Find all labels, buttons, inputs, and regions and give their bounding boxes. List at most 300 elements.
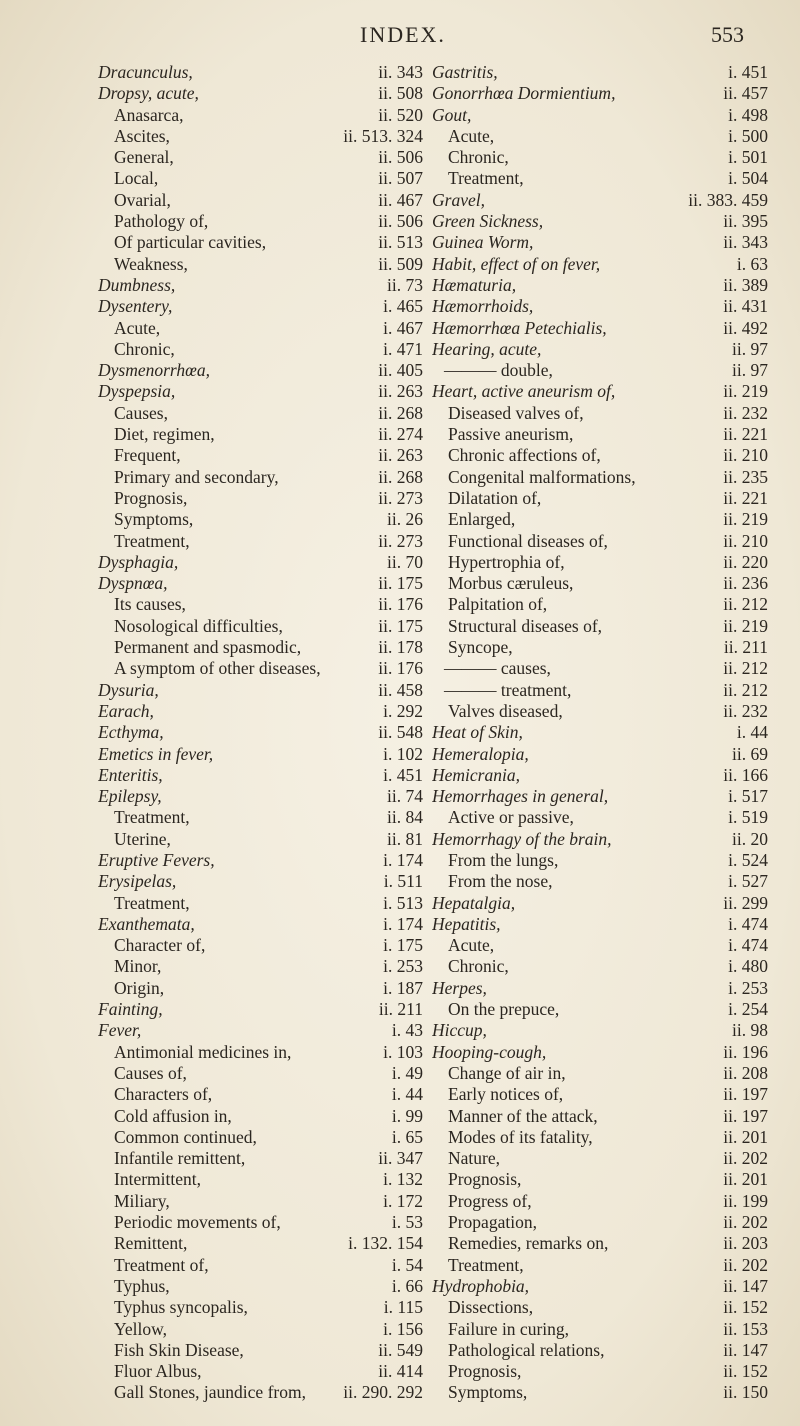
index-page-ref: ii. 202: [723, 1212, 768, 1233]
index-page-ref: i. 253: [728, 977, 768, 998]
index-page-ref: ii. 147: [723, 1275, 768, 1296]
index-term: Pathology of,: [114, 211, 209, 232]
index-entry: [432, 147, 768, 168]
index-entry: [98, 1063, 423, 1084]
index-entry: [432, 807, 768, 828]
index-entry: [432, 850, 768, 871]
index-entry: [98, 956, 423, 977]
index-page-ref: i. 156: [383, 1318, 423, 1339]
index-page-ref: ii. 219: [723, 381, 768, 402]
index-entry: [98, 1169, 423, 1190]
index-page-ref: ii. 199: [723, 1190, 768, 1211]
index-page-ref: i. 63: [736, 253, 768, 274]
index-term: Dysentery,: [98, 296, 173, 317]
index-entry: [432, 1084, 768, 1105]
index-term: Propagation,: [448, 1212, 537, 1233]
index-entry: [432, 467, 768, 488]
index-term: Of particular cavities,: [114, 232, 267, 253]
index-entry: [432, 786, 768, 807]
index-term: Fainting,: [98, 999, 163, 1020]
index-page-ref: ii. 221: [723, 424, 768, 445]
index-entry: [98, 573, 423, 594]
index-term: Dyspnœa,: [98, 573, 168, 594]
index-page-ref: ii. 166: [723, 764, 768, 785]
page-header: [0, 20, 800, 60]
index-page-ref: ii. 414: [378, 1361, 423, 1382]
index-term: Modes of its fatality,: [448, 1126, 593, 1147]
index-term: Intermittent,: [114, 1169, 201, 1190]
index-entry: [98, 275, 423, 296]
index-term: Emetics in fever,: [98, 743, 214, 764]
index-page-ref: ii. 212: [723, 679, 768, 700]
index-entry: [98, 999, 423, 1020]
index-page-ref: ii. 467: [378, 189, 423, 210]
index-entry: [432, 935, 768, 956]
index-term: Treatment,: [448, 1254, 524, 1275]
index-page-ref: ii. 506: [378, 147, 423, 168]
index-term: Typhus syncopalis,: [114, 1297, 248, 1318]
index-page-ref: i. 53: [391, 1212, 423, 1233]
index-page-ref: ii. 202: [723, 1254, 768, 1275]
index-entry: [98, 658, 423, 679]
index-term: Gout,: [432, 104, 472, 125]
index-page-ref: i. 175: [383, 935, 423, 956]
index-entry: [432, 1276, 768, 1297]
index-entry: [98, 488, 423, 509]
index-term: Its causes,: [114, 594, 186, 615]
index-entry: [432, 871, 768, 892]
index-page-ref: i. 115: [383, 1297, 423, 1318]
index-term: Hæmorrhoids,: [432, 296, 534, 317]
index-entry: [432, 1212, 768, 1233]
index-entry: [432, 126, 768, 147]
index-term: Causes,: [114, 402, 168, 423]
index-entry: [98, 1191, 423, 1212]
index-entry: [432, 445, 768, 466]
index-term: Treatment of,: [114, 1254, 209, 1275]
index-entry: [432, 1148, 768, 1169]
index-entry: [432, 829, 768, 850]
index-term: On the prepuce,: [448, 999, 560, 1020]
index-entry: [432, 999, 768, 1020]
index-term: Gonorrhœa Dormientium,: [432, 83, 616, 104]
index-entry: [432, 765, 768, 786]
index-entry: [432, 105, 768, 126]
index-page-ref: i. 99: [391, 1105, 423, 1126]
index-entry: [98, 616, 423, 637]
index-entry: [432, 1361, 768, 1382]
index-entry: [432, 573, 768, 594]
index-term: Symptoms,: [114, 509, 194, 530]
index-entry: [98, 1319, 423, 1340]
index-term: Structural diseases of,: [448, 615, 603, 636]
index-entry: [432, 168, 768, 189]
index-page-ref: ii. 513. 324: [343, 125, 423, 146]
index-term: Acute,: [448, 125, 495, 146]
index-entry: [98, 147, 423, 168]
index-term: Antimonial medicines in,: [114, 1041, 292, 1062]
index-term: Permanent and spasmodic,: [114, 637, 302, 658]
index-term: Manner of the attack,: [448, 1105, 598, 1126]
index-term: Hepatitis,: [432, 913, 501, 934]
index-term: Erysipelas,: [98, 871, 177, 892]
index-term: Dyspepsia,: [98, 381, 176, 402]
index-entry: [98, 850, 423, 871]
index-term: Infantile remittent,: [114, 1148, 246, 1169]
index-page-ref: ii. 507: [378, 168, 423, 189]
index-entry: [98, 232, 423, 253]
index-term: Dysmenorrhœa,: [98, 360, 210, 381]
index-page-ref: ii. 202: [723, 1148, 768, 1169]
index-page-ref: i. 474: [728, 935, 768, 956]
index-entry: [432, 83, 768, 104]
index-entry: [432, 509, 768, 530]
index-page-ref: ii. 175: [378, 573, 423, 594]
index-page-ref: ii. 176: [378, 658, 423, 679]
index-page-ref: ii. 211: [378, 999, 423, 1020]
index-page-ref: ii. 97: [732, 360, 768, 381]
index-entry: [98, 1212, 423, 1233]
index-page-ref: i. 498: [728, 104, 768, 125]
index-page-ref: ii. 221: [723, 487, 768, 508]
index-page-ref: i. 451: [383, 764, 423, 785]
index-entry: [432, 1063, 768, 1084]
index-page-ref: ii. 219: [723, 615, 768, 636]
index-page-ref: ii. 220: [723, 551, 768, 572]
index-term: Minor,: [114, 956, 162, 977]
index-entry: [432, 722, 768, 743]
index-page-ref: ii. 263: [378, 381, 423, 402]
index-term: Morbus cæruleus,: [448, 573, 574, 594]
index-term: Dracunculus,: [98, 62, 193, 82]
index-term: Green Sickness,: [432, 211, 544, 232]
index-term: Treatment,: [114, 530, 190, 551]
index-entry: [432, 914, 768, 935]
index-page-ref: ii. 203: [723, 1233, 768, 1254]
index-term: Cold affusion in,: [114, 1105, 232, 1126]
index-term: Treatment,: [448, 168, 524, 189]
index-page-ref: i. 474: [728, 913, 768, 934]
index-page-ref: ii. 178: [378, 637, 423, 658]
index-entry: [98, 871, 423, 892]
index-term: Local,: [114, 168, 159, 189]
index-term: Acute,: [114, 317, 161, 338]
index-entry: [98, 509, 423, 530]
index-term: Gravel,: [432, 189, 485, 210]
index-entry: [98, 424, 423, 445]
index-entry: [432, 956, 768, 977]
index-term: Hearing, acute,: [432, 338, 542, 359]
index-term: Active or passive,: [448, 807, 574, 828]
index-page-ref: i. 517: [728, 786, 768, 807]
index-entry: [98, 1340, 423, 1361]
index-page-ref: ii. 210: [723, 530, 768, 551]
index-term: Hydrophobia,: [432, 1275, 530, 1296]
index-page-ref: i. 527: [728, 871, 768, 892]
index-page-ref: ii. 232: [723, 402, 768, 423]
index-page-ref: ii. 74: [387, 786, 423, 807]
index-term: Hemorrhagy of the brain,: [432, 828, 612, 849]
index-page-ref: ii. 290. 292: [343, 1382, 423, 1403]
index-page-ref: ii. 236: [723, 573, 768, 594]
index-entry: [98, 62, 423, 83]
index-term: Hiccup,: [432, 1020, 487, 1041]
index-entry: [432, 232, 768, 253]
index-entry: [98, 403, 423, 424]
index-page-ref: i. 132: [383, 1169, 423, 1190]
index-term: Habit, effect of on fever,: [432, 253, 601, 274]
index-page-ref: i. 504: [728, 168, 768, 189]
index-term: Heart, active aneurism of,: [432, 381, 616, 402]
index-entry: [98, 978, 423, 999]
index-term: Ovarial,: [114, 189, 171, 210]
index-entry: [98, 594, 423, 615]
index-entry: [432, 190, 768, 211]
index-page-ref: ii. 152: [723, 1361, 768, 1382]
index-term: Common continued,: [114, 1126, 257, 1147]
index-entry: [98, 1255, 423, 1276]
index-entry: [432, 1297, 768, 1318]
index-column-left: [98, 62, 423, 1404]
index-term: Congenital malformations,: [448, 466, 636, 487]
index-term: Heat of Skin,: [432, 722, 523, 743]
index-term: Character of,: [114, 935, 206, 956]
index-entry: [98, 807, 423, 828]
index-page-ref: ii. 232: [723, 700, 768, 721]
index-entry: [432, 1127, 768, 1148]
index-term: Hepatalgia,: [432, 892, 516, 913]
index-term: Fluor Albus,: [114, 1361, 202, 1382]
index-entry: [98, 83, 423, 104]
index-page-ref: i. 253: [383, 956, 423, 977]
index-term: Nosological difficulties,: [114, 615, 283, 636]
index-page-ref: i. 65: [391, 1126, 423, 1147]
index-term: Dysuria,: [98, 679, 159, 700]
index-page-ref: i. 174: [383, 849, 423, 870]
index-entry: [432, 1340, 768, 1361]
index-page-ref: ii. 506: [378, 211, 423, 232]
index-page-ref: i. 132. 154: [348, 1233, 423, 1254]
index-page-ref: i. 480: [728, 956, 768, 977]
index-entry: [432, 893, 768, 914]
index-page-ref: ii. 212: [723, 658, 768, 679]
index-entry: [98, 722, 423, 743]
index-entry: [432, 552, 768, 573]
index-term: Periodic movements of,: [114, 1212, 281, 1233]
index-page-ref: ii. 405: [378, 360, 423, 381]
index-term: Enlarged,: [448, 509, 516, 530]
index-term: Epilepsy,: [98, 786, 162, 807]
index-entry: [432, 296, 768, 317]
index-entry: [432, 701, 768, 722]
index-term: Palpitation of,: [448, 594, 548, 615]
index-entry: [98, 318, 423, 339]
index-entry: [98, 254, 423, 275]
index-entry: [98, 1106, 423, 1127]
page-title: INDEX.: [360, 22, 446, 47]
index-page-ref: ii. 98: [732, 1020, 768, 1041]
index-page-ref: i. 44: [391, 1084, 423, 1105]
index-term: Chronic affections of,: [448, 445, 601, 466]
index-term: Fish Skin Disease,: [114, 1339, 244, 1360]
index-term: Early notices of,: [448, 1084, 564, 1105]
index-entry: [98, 168, 423, 189]
index-entry: [432, 637, 768, 658]
index-entry: [98, 1276, 423, 1297]
index-term: Hemicrania,: [432, 764, 520, 785]
index-page-ref: ii. 263: [378, 445, 423, 466]
index-column-right: [432, 62, 768, 1404]
index-page-ref: i. 254: [728, 999, 768, 1020]
index-entry: [98, 381, 423, 402]
index-entry: [432, 488, 768, 509]
index-page-ref: ii. 219: [723, 509, 768, 530]
index-entry: [432, 339, 768, 360]
index-page-ref: i. 501: [728, 147, 768, 168]
index-term: Passive aneurism,: [448, 424, 574, 445]
index-entry: [98, 190, 423, 211]
index-entry: [98, 105, 423, 126]
index-entry: [432, 1169, 768, 1190]
index-page-ref: ii. 81: [387, 828, 423, 849]
index-entry: [432, 1106, 768, 1127]
index-term: Dissections,: [448, 1297, 534, 1318]
index-entry: [98, 680, 423, 701]
index-entry: [98, 1361, 423, 1382]
index-term: Weakness,: [114, 253, 188, 274]
index-page-ref: ii. 70: [387, 551, 423, 572]
index-page-ref: ii. 389: [723, 274, 768, 295]
index-term: Prognosis,: [448, 1361, 522, 1382]
index-entry: [432, 211, 768, 232]
index-page-ref: ii. 347: [378, 1148, 423, 1169]
index-term: Earach,: [98, 700, 154, 721]
index-page-ref: ii. 211: [723, 637, 768, 658]
index-entry: [98, 1297, 423, 1318]
index-page-ref: ii. 84: [387, 807, 423, 828]
index-page-ref: ii. 508: [378, 83, 423, 104]
index-entry: [98, 126, 423, 147]
index-entry: [432, 658, 768, 679]
index-page-ref: i. 513: [383, 892, 423, 913]
index-term: Remittent,: [114, 1233, 188, 1254]
index-term: Remedies, remarks on,: [448, 1233, 609, 1254]
index-page-ref: ii. 235: [723, 466, 768, 487]
index-entry: [98, 1020, 423, 1041]
index-term: Functional diseases of,: [448, 530, 608, 551]
index-entry: [98, 1233, 423, 1254]
index-entry: [432, 1233, 768, 1254]
index-term: Gastritis,: [432, 62, 498, 82]
index-term: ——— treatment,: [444, 679, 572, 700]
index-page-ref: ii. 268: [378, 466, 423, 487]
index-term: Uterine,: [114, 828, 171, 849]
index-page-ref: i. 43: [391, 1020, 423, 1041]
index-page-ref: ii. 201: [723, 1126, 768, 1147]
index-term: Nature,: [448, 1148, 500, 1169]
index-term: Hemorrhages in general,: [432, 786, 609, 807]
index-entry: [98, 1127, 423, 1148]
index-entry: [432, 318, 768, 339]
index-term: A symptom of other diseases,: [114, 658, 321, 679]
index-entry: [432, 424, 768, 445]
index-term: Typhus,: [114, 1275, 170, 1296]
index-term: ——— causes,: [444, 658, 551, 679]
index-page-ref: ii. 69: [732, 743, 768, 764]
index-page-ref: i. 103: [383, 1041, 423, 1062]
index-entry: [98, 935, 423, 956]
index-page-ref: ii. 343: [723, 232, 768, 253]
index-term: Herpes,: [432, 977, 487, 998]
index-entry: [98, 552, 423, 573]
index-term: From the nose,: [448, 871, 553, 892]
index-term: Pathological relations,: [448, 1339, 605, 1360]
index-term: Change of air in,: [448, 1062, 566, 1083]
index-term: Dysphagia,: [98, 551, 179, 572]
index-page-ref: i. 511: [383, 871, 423, 892]
index-page-ref: ii. 395: [723, 211, 768, 232]
index-term: Ascites,: [114, 125, 170, 146]
index-page-ref: ii. 176: [378, 594, 423, 615]
index-term: Treatment,: [114, 892, 190, 913]
index-page-ref: ii. 383. 459: [688, 189, 768, 210]
index-term: Primary and secondary,: [114, 466, 279, 487]
index-entry: [98, 1148, 423, 1169]
index-term: Prognosis,: [114, 487, 188, 508]
index-page-ref: ii. 457: [723, 83, 768, 104]
index-entry: [432, 254, 768, 275]
index-page-ref: ii. 97: [732, 338, 768, 359]
index-page-ref: ii. 343: [378, 62, 423, 82]
index-page-ref: ii. 208: [723, 1062, 768, 1083]
index-term: Progress of,: [448, 1190, 532, 1211]
index-entry: [432, 744, 768, 765]
index-page-ref: ii. 492: [723, 317, 768, 338]
index-entry: [98, 637, 423, 658]
index-entry: [432, 275, 768, 296]
index-page-ref: i. 524: [728, 849, 768, 870]
index-page-ref: ii. 274: [378, 424, 423, 445]
index-page-ref: i. 467: [383, 317, 423, 338]
index-page-ref: ii. 212: [723, 594, 768, 615]
index-term: Hooping-cough,: [432, 1041, 547, 1062]
index-entry: [98, 467, 423, 488]
index-page-ref: ii. 197: [723, 1084, 768, 1105]
index-term: Enteritis,: [98, 764, 163, 785]
index-entry: [98, 339, 423, 360]
index-entry: [432, 1319, 768, 1340]
index-entry: [98, 765, 423, 786]
index-term: Treatment,: [114, 807, 190, 828]
index-term: Fever,: [98, 1020, 142, 1041]
index-term: Valves diseased,: [448, 700, 563, 721]
index-entry: [432, 62, 768, 83]
index-term: Dumbness,: [98, 274, 176, 295]
index-term: Guinea Worm,: [432, 232, 534, 253]
index-page-ref: ii. 431: [723, 296, 768, 317]
index-term: Hemeralopia,: [432, 743, 529, 764]
index-term: From the lungs,: [448, 849, 559, 870]
index-term: Dropsy, acute,: [98, 83, 199, 104]
index-term: Diet, regimen,: [114, 424, 215, 445]
index-page-ref: ii. 73: [387, 274, 423, 295]
index-page-ref: ii. 26: [387, 509, 423, 530]
index-page-ref: ii. 210: [723, 445, 768, 466]
index-term: General,: [114, 147, 174, 168]
index-page-ref: ii. 197: [723, 1105, 768, 1126]
index-page-ref: ii. 196: [723, 1041, 768, 1062]
index-term: Frequent,: [114, 445, 181, 466]
